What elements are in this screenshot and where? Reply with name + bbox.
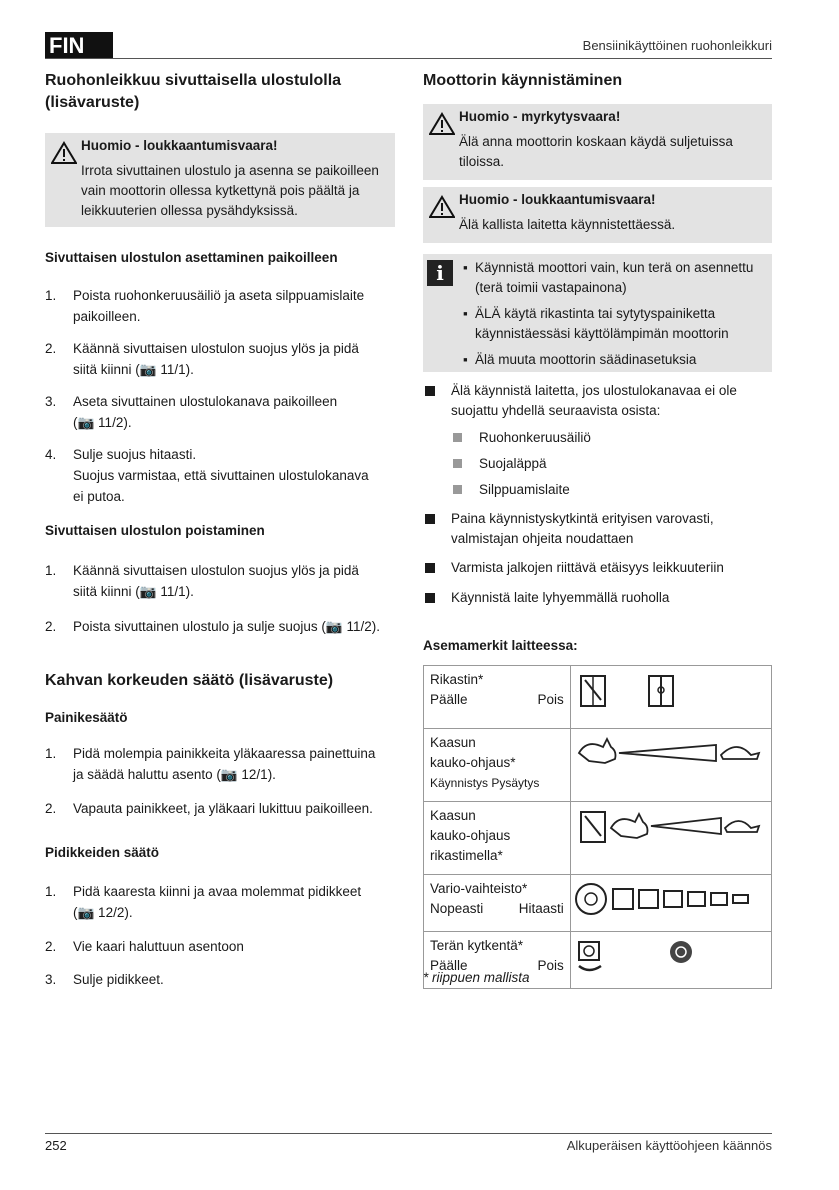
subbullet-item: Suojaläppä bbox=[423, 454, 772, 474]
warning-box-poisoning bbox=[423, 104, 772, 180]
bullet-square bbox=[453, 433, 462, 442]
subbullet-item: Silppuamislaite bbox=[423, 480, 772, 500]
header-rule bbox=[45, 58, 772, 59]
bullet-item: Paina käynnistyskytkintä erityisen varovasti, valmistajan ohjeita noudattaen bbox=[423, 509, 772, 549]
bullet-square bbox=[453, 459, 462, 468]
subbullet-item: Ruohonkeruusäiliö bbox=[423, 428, 772, 448]
bullet-square bbox=[425, 593, 435, 603]
subheading-button-adjust: Painikesäätö bbox=[45, 710, 128, 725]
bullet-square bbox=[425, 514, 435, 524]
table-title: Asemamerkit laitteessa: bbox=[423, 638, 578, 653]
subheading-install: Sivuttaisen ulostulon asettaminen paikoilleen bbox=[45, 250, 338, 265]
table-row: Rikastin* Päälle Pois bbox=[424, 666, 772, 729]
footer-rule bbox=[45, 1133, 772, 1134]
bullet-item: Älä käynnistä laitetta, jos ulostulokanavaa ei ole suojattu yhdellä seuraavista osista: bbox=[423, 381, 772, 421]
bullet-item: Käynnistä laite lyhyemmällä ruoholla bbox=[423, 588, 772, 608]
footnote: * riippuen mallista bbox=[423, 970, 530, 985]
blade-clutch-icon bbox=[570, 932, 771, 989]
table-row: Kaasun kauko-ohjaus rikastimella* bbox=[424, 802, 772, 875]
info-icon: i bbox=[427, 260, 453, 286]
bullet-square bbox=[425, 386, 435, 396]
warning-triangle-icon bbox=[51, 141, 77, 165]
footer-text: Alkuperäisen käyttöohjeen käännös bbox=[566, 1138, 772, 1153]
subheading-clamp-adjust: Pidikkeiden säätö bbox=[45, 845, 160, 860]
info-item: ▪ Älä muuta moottorin säädinasetuksia bbox=[463, 352, 697, 367]
warning-title: Huomio - myrkytysvaara! bbox=[459, 109, 621, 124]
throttle-choke-icon bbox=[570, 802, 771, 875]
warning-box-injury bbox=[45, 133, 395, 227]
warning-box-injury-tilt bbox=[423, 187, 772, 243]
section-title: Ruohonleikkuu sivuttaisella ulostulolla (lisävaruste) bbox=[45, 72, 342, 111]
table-row: Terän kytkentä* Päälle Pois bbox=[424, 932, 772, 989]
section-side-discharge bbox=[45, 70, 395, 114]
language-badge: FIN bbox=[45, 32, 113, 59]
warning-title: Huomio - loukkaantumisvaara! bbox=[459, 192, 656, 207]
throttle-icon bbox=[570, 729, 771, 802]
bullet-item: Varmista jalkojen riittävä etäisyys leikkuuteriin bbox=[423, 558, 772, 578]
warning-text: Älä anna moottorin koskaan käydä suljetuissa tiloissa. bbox=[459, 134, 733, 169]
warning-triangle-icon bbox=[429, 112, 455, 136]
subheading-remove: Sivuttaisen ulostulon poistaminen bbox=[45, 523, 265, 538]
warning-triangle-icon bbox=[429, 195, 455, 219]
header-title: Bensiinikäyttöinen ruohonleikkuri bbox=[582, 38, 772, 53]
bullet-square bbox=[453, 485, 462, 494]
section-title-start-engine: Moottorin käynnistäminen bbox=[423, 72, 623, 89]
choke-icon bbox=[570, 666, 771, 729]
info-item: ▪ ÄLÄ käytä rikastinta tai sytytyspainiketta käynnistäessäsi käyttölämpimän moottorin bbox=[463, 306, 729, 341]
page-number: 252 bbox=[45, 1138, 67, 1153]
symbols-table bbox=[423, 665, 772, 989]
warning-text: Irrota sivuttainen ulostulo ja asenna se paikoilleen vain moottorin ollessa kytkettynä pois päältä ja leikkuuterien ollessa pysähdyksissä. bbox=[81, 163, 379, 218]
vario-gear-icon bbox=[570, 875, 771, 932]
table-row: Kaasun kauko-ohjaus* Käynnistys Pysäytys bbox=[424, 729, 772, 802]
bullet-square bbox=[425, 563, 435, 573]
table-row: Vario-vaihteisto* Nopeasti Hitaasti bbox=[424, 875, 772, 932]
section-title-handle: Kahvan korkeuden säätö (lisävaruste) bbox=[45, 672, 334, 689]
warning-text: Älä kallista laitetta käynnistettäessä. bbox=[459, 217, 676, 232]
info-box bbox=[423, 254, 772, 372]
warning-title: Huomio - loukkaantumisvaara! bbox=[81, 138, 278, 153]
info-item: ▪ Käynnistä moottori vain, kun terä on asennettu (terä toimii vastapainona) bbox=[463, 260, 754, 295]
